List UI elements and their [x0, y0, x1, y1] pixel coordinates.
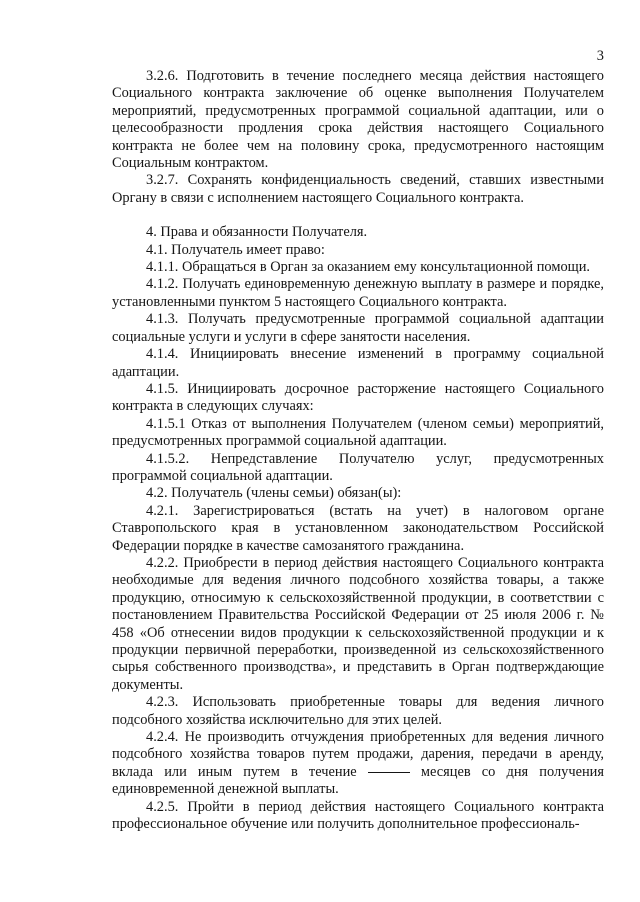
paragraph-4-1-3: 4.1.3. Получать предусмотренные программой социальной адаптации социальные услуги и услуги в сфере занятости населения.: [112, 311, 604, 345]
paragraph-4-2-4-end: месяцев со дня получения единовременной денежной выплаты.: [112, 763, 604, 798]
paragraph-4-2-3: 4.2.3. Использовать приобретенные товары для ведения личного подсобного хозяйства исключительно для этих целей.: [112, 694, 604, 728]
paragraph-4-2-4: [112, 729, 604, 799]
paragraph-4-1-1: 4.1.1. Обращаться в Орган за оказанием ему консультационной помощи.: [146, 259, 591, 276]
section-4-heading: 4. Права и обязанности Получателя.: [146, 224, 368, 241]
paragraph-4-2-1: 4.2.1. Зарегистрироваться (встать на учет) в налоговом органе Ставропольского края в установленном законодательством Российской Федерации порядке в качестве самозанятого гражданина.: [112, 502, 604, 554]
paragraph-3-2-6: 3.2.6. Подготовить в течение последнего месяца действия настоящего Социального контракта заключение об оценке выполнения Получателем мероприятий, предусмотренных программой социальной адаптации, или о целесообразности продления срока действия настоящего Социального контракта не более чем на половину срока, предусмотренного настоящим Социальным контрактом.: [112, 68, 604, 172]
paragraph-4-1: 4.1. Получатель имеет право:: [146, 241, 325, 258]
blank-fill-line: [368, 772, 410, 773]
paragraph-4-2-2: 4.2.2. Приобрести в период действия настоящего Социального контракта необходимые для ведения личного подсобного хозяйства товары, а также продукцию, относимую к сельскохозяйственной продукции, в соответствии с постановлением Правительства Российской Федерации от 25 июля 2006 г. № 458 «Об отнесении видов продукции к сельскохозяйственной продукции и к продукции первичной переработки, произведенной из сельскохозяйственного сырья собственного производства», и представить в Орган подтверждающие документы.: [112, 554, 604, 693]
paragraph-3-2-7: 3.2.7. Сохранять конфиденциальность сведений, ставших известными Органу в связи с исполнением настоящего Социального контракта.: [112, 172, 604, 206]
paragraph-4-2: 4.2. Получатель (члены семьи) обязан(ы):: [146, 485, 402, 502]
paragraph-4-1-5-1: 4.1.5.1 Отказ от выполнения Получателем (членом семьи) мероприятий, предусмотренных программой социальной адаптации.: [112, 415, 604, 450]
paragraph-4-2-4-start: 4.2.4. Не производить отчуждения приобретенных для ведения личного подсобного хозяйства товаров путем продажи, дарения, передачи в аренду, вклада или иным путем в течение: [112, 729, 604, 780]
paragraph-4-1-5-2: 4.1.5.2. Непредставление Получателю услуг, предусмотренных программой социальной адаптации.: [112, 450, 604, 484]
paragraph-4-1-4: 4.1.4. Инициировать внесение изменений в программу социальной адаптации.: [112, 346, 604, 380]
paragraph-4-1-5: 4.1.5. Инициировать досрочное расторжение настоящего Социального контракта в следующих случаях:: [112, 380, 604, 415]
page-number: 3: [596, 48, 604, 64]
paragraph-4-2-5: 4.2.5. Пройти в период действия настоящего Социального контракта профессиональное обучение или получить дополнительное профессиональ-: [112, 798, 604, 833]
paragraph-gap: [112, 207, 604, 224]
paragraph-4-1-2: 4.1.2. Получать единовременную денежную выплату в размере и порядке, установленными пунктом 5 настоящего Социального контракта.: [112, 276, 604, 310]
